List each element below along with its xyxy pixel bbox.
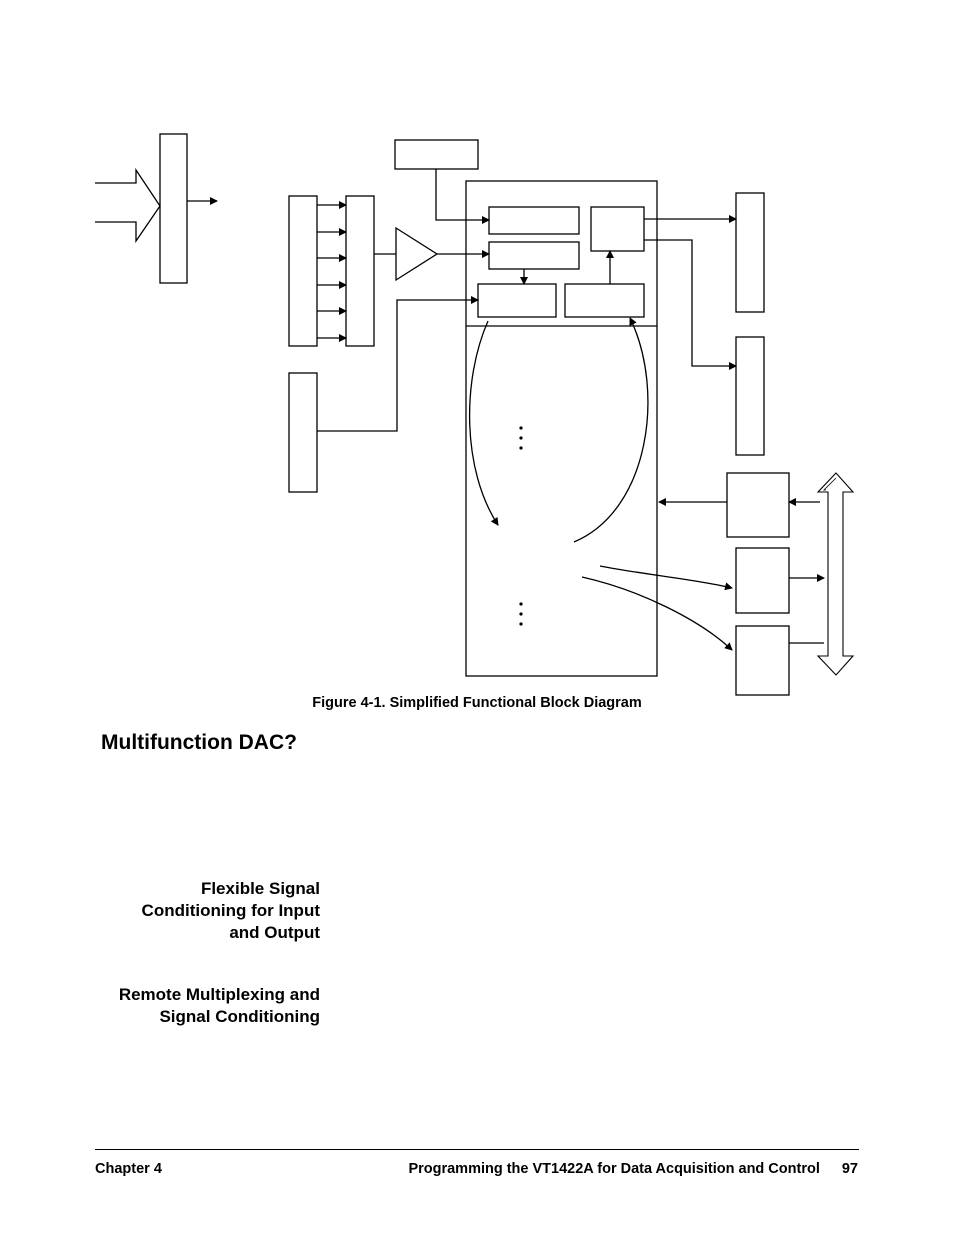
amplifier-icon xyxy=(396,228,437,280)
top-control-block xyxy=(395,140,489,220)
footer-chapter: Chapter 4 xyxy=(95,1161,162,1177)
footer-divider xyxy=(95,1149,859,1150)
ellipsis-dots xyxy=(519,426,522,625)
output-blocks xyxy=(644,193,764,455)
side-heading-remote-multiplexing xyxy=(80,984,320,1028)
input-bus-block xyxy=(95,134,217,283)
footer-right xyxy=(408,1161,858,1177)
side-heading-line: and Output xyxy=(229,923,320,942)
side-heading-line: Signal Conditioning xyxy=(159,1007,320,1026)
signal-conditioning-plugons xyxy=(289,196,396,346)
section-title: Multifunction DAC? xyxy=(101,731,297,754)
system-bus-arrow xyxy=(818,473,853,675)
page-number: 97 xyxy=(841,1161,858,1177)
bus-interface-blocks xyxy=(659,473,824,695)
figure-caption: Figure 4-1. Simplified Functional Block Diagram xyxy=(312,695,642,711)
side-heading-line: Remote Multiplexing and xyxy=(118,985,320,1004)
footer-title: Programming the VT1422A for Data Acquisition and Control xyxy=(408,1161,820,1177)
side-heading-line: Conditioning for Input xyxy=(141,901,320,920)
side-heading-line: Flexible Signal xyxy=(200,879,320,898)
side-heading-flexible-signal-conditioning xyxy=(80,878,320,944)
